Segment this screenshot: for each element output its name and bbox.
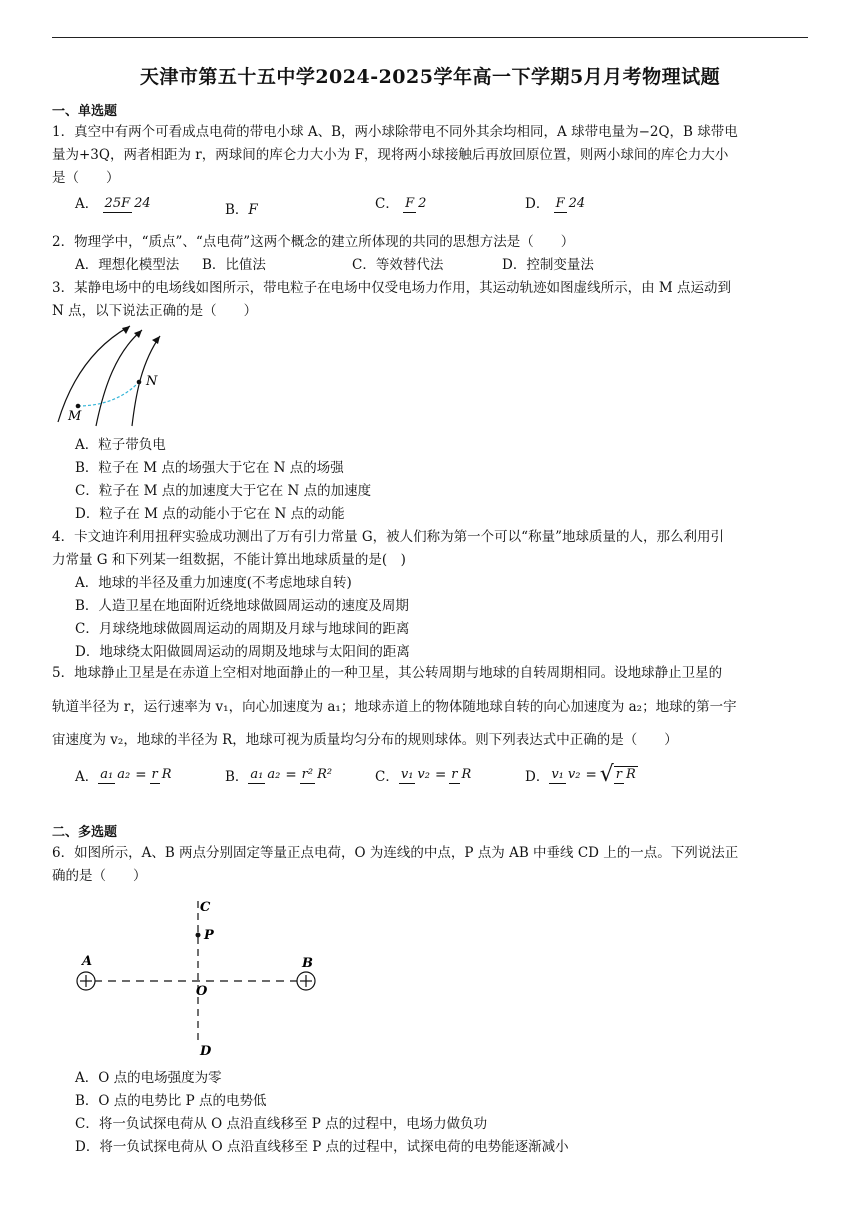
- q5-option-a: A． a₁ a₂ = r R: [75, 766, 172, 785]
- q1-options: [75, 192, 675, 228]
- q5-line2: 轨道半径为 r，运行速率为 v₁，向心加速度为 a₁；地球赤道上的物体随地球自转的向心加速度为 a₂；地球的第一宇: [52, 699, 737, 715]
- q6-option-a: A．O 点的电场强度为零: [75, 1070, 222, 1086]
- q3-line1: 3．某静电场中的电场线如图所示，带电粒子在电场中仅受电场力作用，其运动轨迹如图虚线所示，由 M 点运动到: [52, 280, 731, 296]
- q3-option-b: B．粒子在 M 点的场强大于它在 N 点的场强: [75, 460, 344, 476]
- page-title: 天津市第五十五中学2024-2025学年高一下学期5月月考物理试题: [139, 66, 721, 88]
- q2-option-a: A．理想化模型法: [75, 257, 180, 273]
- q1-line3: 是（ ）: [52, 170, 120, 186]
- section-heading-single: 一、单选题: [52, 104, 118, 119]
- q2-option-b: B．比值法: [202, 257, 266, 273]
- q6-label-d: D: [200, 1044, 212, 1059]
- q2-option-c: C．等效替代法: [352, 257, 444, 273]
- top-rule: [52, 37, 808, 38]
- q5-line3: 宙速度为 v₂，地球的半径为 R，地球可视为质量均匀分布的规则球体。则下列表达式中正确的是（ ）: [52, 732, 678, 748]
- q1-option-c: C． F 2: [375, 196, 427, 212]
- q3-option-c: C．粒子在 M 点的加速度大于它在 N 点的加速度: [75, 483, 372, 499]
- q5-option-c: C． v₁ v₂ = r R: [375, 766, 472, 785]
- sqrt-icon: √: [599, 762, 614, 787]
- q5-option-b: B． a₁ a₂ = r² R²: [225, 766, 333, 785]
- q4-option-b: B．人造卫星在地面附近绕地球做圆周运动的速度及周期: [75, 598, 409, 614]
- q2-stem: 2．物理学中，“质点”、“点电荷”这两个概念的建立所体现的共同的思想方法是（ ）: [52, 234, 575, 250]
- q3-field-line-figure: [52, 322, 182, 427]
- q3-label-m: M: [68, 409, 82, 424]
- q6-label-p: P: [204, 928, 214, 943]
- q4-line2: 力常量 G 和下列某一组数据，不能计算出地球质量的是( ): [52, 552, 406, 568]
- q1-line1: 1．真空中有两个可看成点电荷的带电小球 A、B，两小球除带电不同外其余均相同，A 球带电量为−2Q，B 球带电: [52, 124, 738, 140]
- q3-option-d: D．粒子在 M 点的动能小于它在 N 点的动能: [75, 506, 345, 522]
- q6-label-a: A: [82, 954, 93, 969]
- q3-label-n: N: [146, 374, 158, 389]
- q6-charges-figure: [70, 895, 330, 1060]
- q1-option-d: D． F 24: [525, 196, 586, 212]
- q6-label-o: O: [196, 984, 208, 999]
- q6-line2: 确的是（ ）: [52, 868, 147, 884]
- q4-line1: 4．卡文迪许利用扭秤实验成功测出了万有引力常量 G，被人们称为第一个可以“称量”地球质量的人，那么利用引: [52, 529, 724, 545]
- q6-label-b: B: [302, 956, 313, 971]
- q4-option-c: C．月球绕地球做圆周运动的周期及月球与地球间的距离: [75, 621, 410, 637]
- q5-line1: 5．地球静止卫星是在赤道上空相对地面静止的一种卫星，其公转周期与地球的自转周期相同。设地球静止卫星的: [52, 665, 723, 681]
- q6-label-c: C: [200, 900, 211, 915]
- q3-option-a: A．粒子带负电: [75, 437, 166, 453]
- q4-option-d: D．地球绕太阳做圆周运动的周期及地球与太阳间的距离: [75, 644, 410, 660]
- q4-option-a: A．地球的半径及重力加速度(不考虑地球自转): [75, 575, 352, 591]
- section-heading-multi: 二、多选题: [52, 825, 118, 840]
- q1-option-a: A． 25F 24: [75, 196, 151, 212]
- q5-option-d: D． v₁ v₂ = √ r R: [525, 762, 636, 787]
- q5-options: [75, 764, 675, 786]
- q6-line1: 6．如图所示，A、B 两点分别固定等量正点电荷，O 为连线的中点，P 点为 AB 中垂线 CD 上的一点。下列说法正: [52, 845, 739, 861]
- q1-line2: 量为+3Q，两者相距为 r，两球间的库仑力大小为 F，现将两小球接触后再放回原位置，则两小球间的库仑力大小: [52, 147, 729, 163]
- q6-option-d: D．将一负试探电荷从 O 点沿直线移至 P 点的过程中，试探电荷的电势能逐渐减小: [75, 1139, 569, 1155]
- q2-options: [75, 254, 652, 276]
- q6-option-c: C．将一负试探电荷从 O 点沿直线移至 P 点的过程中，电场力做负功: [75, 1116, 488, 1132]
- q2-option-d: D．控制变量法: [502, 257, 594, 273]
- q3-line2: N 点，以下说法正确的是（ ）: [52, 303, 258, 319]
- q1-option-b: B．F: [225, 202, 258, 218]
- q6-option-b: B．O 点的电势比 P 点的电势低: [75, 1093, 267, 1109]
